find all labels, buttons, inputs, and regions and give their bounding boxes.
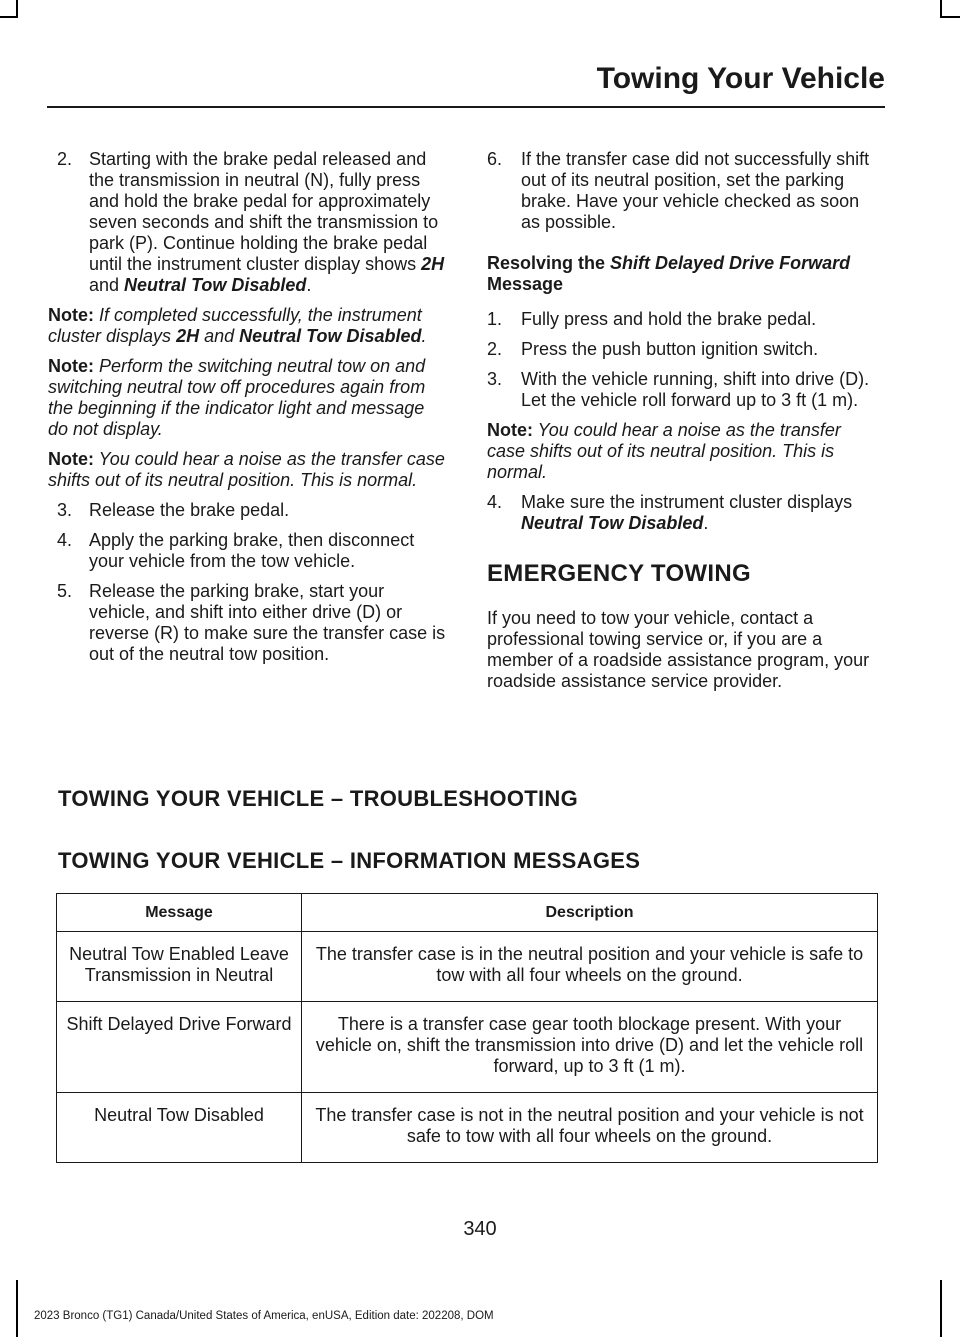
troubleshooting-heading: TOWING YOUR VEHICLE – TROUBLESHOOTING	[58, 786, 578, 811]
description-cell: There is a transfer case gear tooth blockage present. With your vehicle on, shift the transmission into drive (D) and let the vehicle roll forward, up to 3 ft (1 m).	[302, 1002, 878, 1093]
column-header-message: Message	[57, 894, 302, 932]
table-row	[57, 932, 878, 1002]
step-number: 3.	[57, 500, 73, 520]
step-4	[48, 530, 448, 572]
table-row	[57, 1002, 878, 1093]
message-cell: Neutral Tow Enabled Leave Transmission in Neutral	[57, 932, 302, 1002]
description-cell: The transfer case is in the neutral position and your vehicle is safe to tow with all four wheels on the ground.	[302, 932, 878, 1002]
information-messages-table	[56, 893, 878, 1163]
step-number: 2.	[487, 339, 503, 359]
display-value-2h: 2H	[176, 326, 200, 346]
crop-mark-top-left-h	[0, 16, 18, 18]
subheading-suffix: Message	[487, 274, 564, 294]
step-text: Release the parking brake, start your vehicle, and shift into either drive (D) or reverse (R) to make sure the transfer case is out of the neutral tow position.	[89, 581, 446, 664]
crop-mark-top-right-h	[942, 16, 960, 18]
step-number: 4.	[57, 530, 73, 550]
page-number: 340	[463, 1218, 497, 1240]
step-text: Make sure the instrument cluster displays	[521, 492, 853, 512]
title-divider	[47, 106, 885, 108]
punctuation: .	[703, 513, 709, 533]
punctuation: .	[421, 326, 427, 346]
step-5	[48, 581, 448, 665]
step-2	[48, 149, 448, 296]
page-title: Towing Your Vehicle	[596, 62, 885, 95]
display-value-2h: 2H	[421, 254, 445, 274]
table-header-row	[57, 894, 878, 932]
note-repeat-procedure	[48, 356, 448, 440]
emergency-towing-heading: EMERGENCY TOWING	[487, 560, 751, 587]
note-noise-right	[487, 420, 882, 483]
crop-mark-bottom-right	[940, 1280, 942, 1337]
step-text: Release the brake pedal.	[89, 500, 290, 520]
resolving-subheading	[487, 253, 882, 295]
note-completed	[48, 305, 448, 347]
note-label: Note:	[48, 449, 94, 469]
column-header-description: Description	[302, 894, 878, 932]
step-number: 5.	[57, 581, 73, 601]
step-text: Fully press and hold the brake pedal.	[521, 309, 817, 329]
note-label: Note:	[487, 420, 533, 440]
step-number: 1.	[487, 309, 503, 329]
step-number: 6.	[487, 149, 503, 169]
message-cell: Shift Delayed Drive Forward	[57, 1002, 302, 1093]
crop-mark-bottom-left	[16, 1280, 18, 1337]
note-label: Note:	[48, 305, 94, 325]
step-6	[487, 149, 882, 233]
information-messages-heading: TOWING YOUR VEHICLE – INFORMATION MESSAGES	[58, 848, 641, 873]
step-number: 3.	[487, 369, 503, 389]
edition-footer: 2023 Bronco (TG1) Canada/United States of America, enUSA, Edition date: 202208, DOM	[34, 1310, 494, 1322]
right-column	[487, 149, 882, 701]
note-text: You could hear a noise as the transfer case shifts out of its neutral position. This is normal.	[487, 420, 841, 482]
display-value-neutral-tow-disabled: Neutral Tow Disabled	[239, 326, 422, 346]
message-cell: Neutral Tow Disabled	[57, 1093, 302, 1163]
resolve-step-3	[487, 369, 882, 411]
note-label: Note:	[48, 356, 94, 376]
note-text: If completed successfully, the instrument cluster displays	[48, 305, 422, 346]
note-text: Perform the switching neutral tow on and switching neutral tow off procedures again from the beginning if the indicator light and message do not display.	[48, 356, 426, 439]
resolve-step-1	[487, 309, 882, 330]
table-row	[57, 1093, 878, 1163]
step-text: If the transfer case did not successfully shift out of its neutral position, set the parking brake. Have your vehicle checked as soon as possible.	[521, 149, 870, 232]
display-value-neutral-tow-disabled: Neutral Tow Disabled	[124, 275, 307, 295]
display-value-neutral-tow-disabled: Neutral Tow Disabled	[521, 513, 704, 533]
description-cell: The transfer case is not in the neutral position and your vehicle is not safe to tow with all four wheels on the ground.	[302, 1093, 878, 1163]
resolve-step-4	[487, 492, 882, 534]
step-text: With the vehicle running, shift into drive (D). Let the vehicle roll forward up to 3 ft (1 m).	[521, 369, 870, 410]
step-3	[48, 500, 448, 521]
conjunction: and	[89, 275, 125, 295]
note-text: You could hear a noise as the transfer case shifts out of its neutral position. This is normal.	[48, 449, 445, 490]
resolve-step-2	[487, 339, 882, 360]
subheading-message-name: Shift Delayed Drive Forward	[610, 253, 851, 273]
step-number: 2.	[57, 149, 73, 169]
step-text: Starting with the brake pedal released and the transmission in neutral (N), fully press and hold the brake pedal for approximately seven seconds and shift the transmission to park (P). Continue holding the brake pedal until the instrument cluster display shows	[89, 149, 439, 274]
left-column	[48, 149, 448, 674]
note-noise	[48, 449, 448, 491]
conjunction: and	[199, 326, 240, 346]
punctuation: .	[306, 275, 312, 295]
step-number: 4.	[487, 492, 503, 512]
subheading-prefix: Resolving the	[487, 253, 611, 273]
emergency-towing-text: If you need to tow your vehicle, contact a professional towing service or, if you are a member of a roadside assistance program, your roadside assistance service provider.	[487, 608, 870, 691]
step-text: Press the push button ignition switch.	[521, 339, 819, 359]
step-text: Apply the parking brake, then disconnect your vehicle from the tow vehicle.	[89, 530, 415, 571]
